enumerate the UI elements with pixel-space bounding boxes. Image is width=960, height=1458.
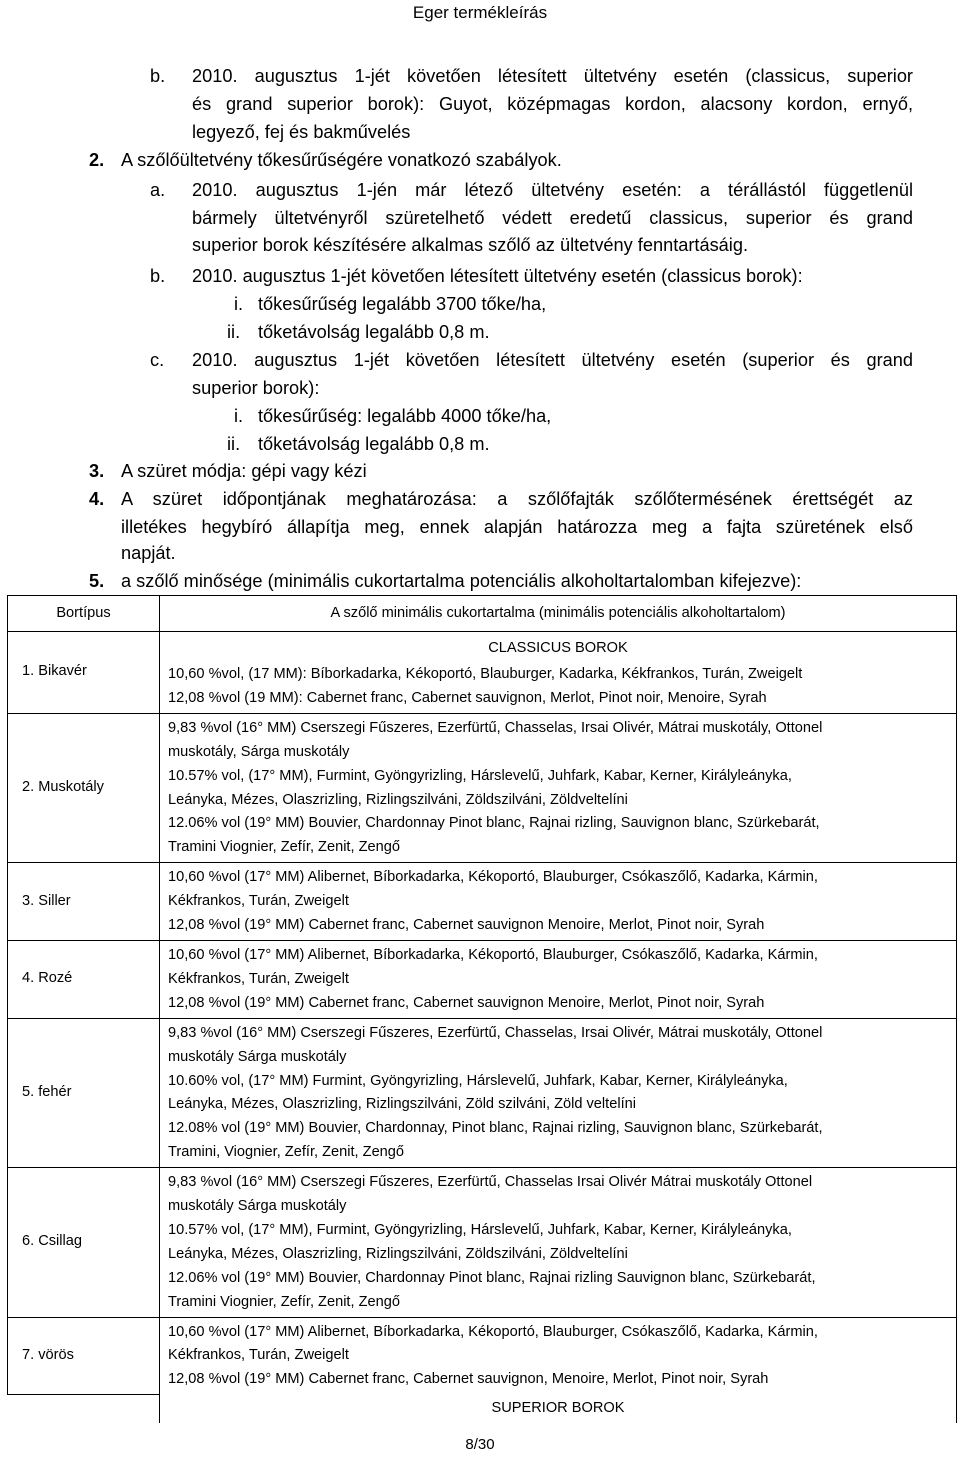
sec2a-line-1: 2010. augusztus 1-jén már létező ültetvény esetén: a térállástól függetlenül [192,180,913,200]
list-marker: ii. [227,322,241,342]
section-2-title: A szőlőültetvény tőkesűrűségére vonatkozó szabályok. [121,150,562,170]
row-line: 12.08% vol (19° MM) Bouvier, Chardonnay, Pinot blanc, Rajnai rizling, Sauvignon blanc, Szürkebarát, [168,1120,823,1137]
row-line: 10,60 %vol (17° MM) Alibernet, Bíborkadarka, Kékoportó, Blauburger, Csókaszőlő, Kadarka, Kármin, [168,946,818,963]
row-line: Leányka, Mézes, Olaszrizling, Rizlingszilváni, Zöldszilváni, Zöldveltelíni [168,1245,628,1262]
intro-b-line-2: és grand superior borok): Guyot, középmagas kordon, alacsony kordon, ernyő, [192,94,913,114]
row-line: Leányka, Mézes, Olaszrizling, Rizlingszilváni, Zöldszilváni, Zöldveltelíni [168,791,628,808]
row-line: 12.06% vol (19° MM) Bouvier, Chardonnay Pinot blanc, Rajnai rizling Sauvignon blanc, Szürkebarát, [168,1269,816,1286]
sec2c-line-2: superior borok): [192,378,320,398]
section-5-text: a szőlő minősége (minimális cukortartalma potenciális alkoholtartalomban kifejezve): [121,571,802,591]
row-line: muskotály Sárga muskotály [168,1198,347,1215]
sec2c-ii: tőketávolság legalább 0,8 m. [258,434,490,454]
row-line: 10.57% vol, (17° MM), Furmint, Gyöngyrizling, Hárslevelű, Juhfark, Kabar, Kerner, Királyleányka, [168,1221,792,1238]
sec2a-line-2: bármely ültetvényről szüretelhető védett eredetű classicus, superior és grand [192,208,913,228]
sec2c-i: tőkesűrűség: legalább 4000 tőke/ha, [258,406,552,426]
row-line: muskotály Sárga muskotály [168,1048,347,1065]
row-line: muskotály, Sárga muskotály [168,743,350,760]
row-line: 10.60% vol, (17° MM) Furmint, Gyöngyrizling, Hárslevelű, Juhfark, Kabar, Kerner, Királyleányka, [168,1072,788,1089]
table-row-label: 3. Siller [8,863,160,941]
section-number: 2. [89,150,105,170]
row-line: 9,83 %vol (16° MM) Cserszegi Fűszeres, Ezerfürtű, Chasselas, Irsai Olivér, Mátrai muskotály, Ottonel [168,719,823,736]
list-marker: c. [150,350,165,370]
sec2a-line-3: superior borok készítésére alkalmas szőlő az ültetvény fenntartásáig. [192,235,749,255]
sec2b-ii: tőketávolság legalább 0,8 m. [258,322,490,342]
sec2c-line-1: 2010. augusztus 1-jét követően létesített ültetvény esetén (superior és grand [192,350,913,370]
table-row [8,863,957,941]
section-number: 5. [89,571,105,591]
wine-table [7,595,957,1423]
row-line: 12,08 %vol (19 MM): Cabernet franc, Cabernet sauvignon, Merlot, Pinot noir, Menoire, Syrah [168,689,767,706]
row-line: 10,60 %vol (17° MM) Alibernet, Bíborkadarka, Kékoportó, Blauburger, Csókaszőlő, Kadarka, Kármin, [168,869,818,886]
row-line: 12,08 %vol (19° MM) Cabernet franc, Cabernet sauvignon, Menoire, Merlot, Pinot noir, Syrah [168,1371,769,1388]
section-number: 4. [89,489,105,509]
sec4-line-3: napját. [121,543,176,563]
section-3-text: A szüret módja: gépi vagy kézi [121,461,367,481]
section-number: 3. [89,461,105,481]
row-line: Kékfrankos, Turán, Zweigelt [168,893,349,910]
list-marker: b. [150,266,166,286]
table-row-label: 7. vörös [8,1317,160,1394]
sec2b-i: tőkesűrűség legalább 3700 tőke/ha, [258,294,547,314]
row-line: Tramini, Viognier, Zefír, Zenit, Zengő [168,1144,405,1161]
row-line: 10,60 %vol, (17 MM): Bíborkadarka, Kékoportó, Blauburger, Kadarka, Kékfrankos, Turán, Zweigelt [168,666,803,682]
list-marker: a. [150,180,166,200]
table-row-label: 4. Rozé [8,940,160,1018]
row-line: 10.57% vol, (17° MM), Furmint, Gyöngyrizling, Hárslevelű, Juhfark, Kabar, Kerner, Királyleányka, [168,767,792,784]
section-classicus: CLASSICUS BOROK [160,632,957,661]
row-line: Tramini Viognier, Zefír, Zenit, Zengő [168,1293,400,1310]
table-row [8,1168,957,1317]
row-line: 10,60 %vol (17° MM) Alibernet, Bíborkadarka, Kékoportó, Blauburger, Csókaszőlő, Kadarka, Kármin, [168,1323,818,1340]
row-line: Kékfrankos, Turán, Zweigelt [168,970,349,987]
table-header-row [8,596,957,632]
page-number: 8/30 [465,1436,495,1453]
col-header-sugar: A szőlő minimális cukortartalma (minimális potenciális alkoholtartalom) [160,596,957,632]
col-header-type: Bortípus [8,596,160,632]
row-line: 12,08 %vol (19° MM) Cabernet franc, Cabernet sauvignon Menoire, Merlot, Pinot noir, Syrah [168,917,765,934]
section-superior: SUPERIOR BOROK [160,1394,957,1423]
table-row-label: 5. fehér [8,1018,160,1167]
list-marker: i. [234,294,244,314]
row-line: 9,83 %vol (16° MM) Cserszegi Fűszeres, Ezerfürtű, Chasselas Irsai Olivér Mátrai muskotály Ottonel [168,1174,813,1191]
list-marker: i. [234,406,244,426]
table-row-label: 6. Csillag [8,1168,160,1317]
table-row-label: 1. Bikavér [8,632,160,714]
intro-b-line-1: 2010. augusztus 1-jét követően létesített ültetvény esetén (classicus, superior [192,66,913,86]
table-row [8,1317,957,1394]
table-row-label: 2. Muskotály [8,713,160,862]
table-row [8,1018,957,1167]
list-marker: ii. [227,434,241,454]
row-line: 9,83 %vol (16° MM) Cserszegi Fűszeres, Ezerfürtű, Chasselas, Irsai Olivér, Mátrai muskotály, Ottonel [168,1024,823,1041]
row-line: 12,08 %vol (19° MM) Cabernet franc, Cabernet sauvignon Menoire, Merlot, Pinot noir, Syrah [168,994,765,1011]
sec2b-text: 2010. augusztus 1-jét követően létesített ültetvény esetén (classicus borok): [192,266,803,286]
list-marker: b. [150,66,166,86]
intro-b-line-3: legyező, fej és bakművelés [192,122,411,142]
sec4-line-1: A szüret időpontjának meghatározása: a szőlőfajták szőlőtermésének érettségét az [121,489,913,509]
row-line: Leányka, Mézes, Olaszrizling, Rizlingszilváni, Zöld szilváni, Zöld veltelíni [168,1096,636,1113]
table-row [8,940,957,1018]
page-header: Eger termékleírás [412,3,548,22]
row-line: Kékfrankos, Turán, Zweigelt [168,1347,349,1364]
row-line: Tramini Viognier, Zefír, Zenit, Zengő [168,839,400,856]
table-row [8,713,957,862]
sec4-line-2: illetékes hegybíró állapítja meg, ennek alapján határozza meg a fajta szüretének első [121,517,913,537]
row-line: 12.06% vol (19° MM) Bouvier, Chardonnay Pinot blanc, Rajnai rizling, Sauvignon blanc, Szürkebarát, [168,815,820,832]
